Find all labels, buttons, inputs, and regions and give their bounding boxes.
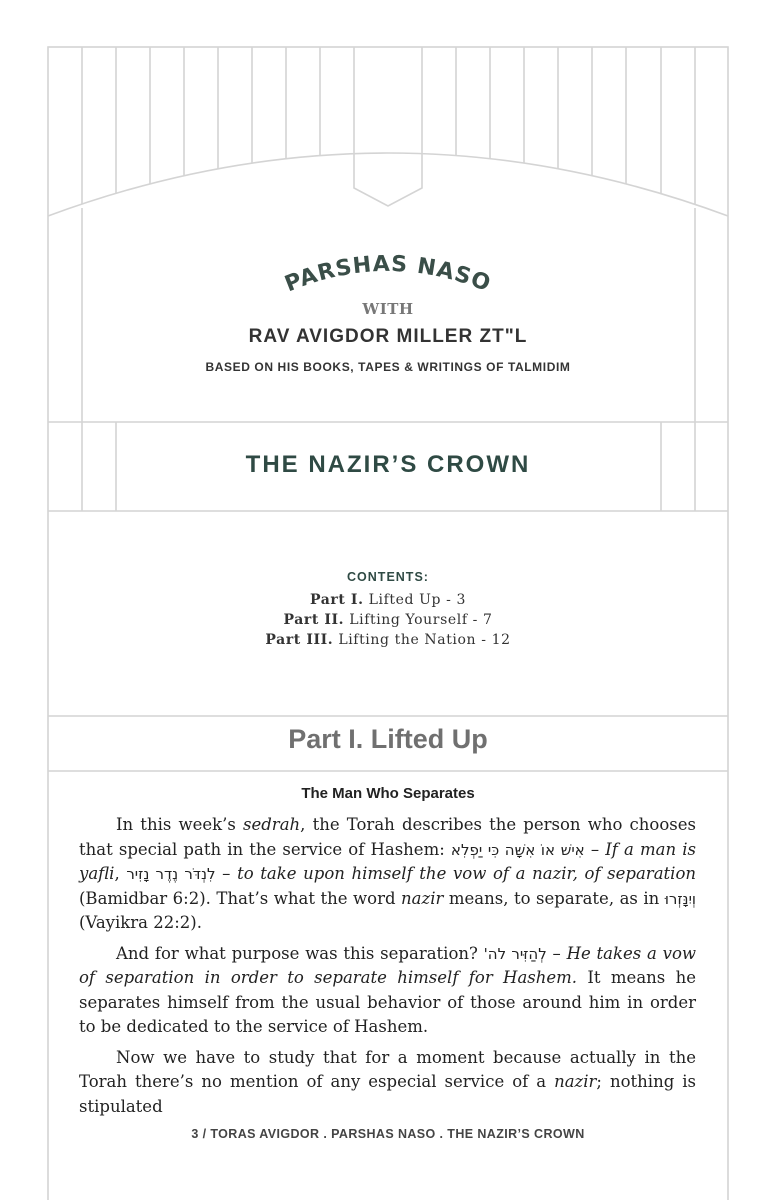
based-on-subtitle: BASED ON HIS BOOKS, TAPES & WRITINGS OF TALMIDIM [205, 360, 571, 374]
part-heading: Part I. Lifted Up [288, 724, 488, 754]
toc-part: Part III. [265, 632, 334, 648]
paragraph: Now we have to study that for a moment because actually in the Torah there’s no mention of any especial service of a nazir; nothing is stipulated [79, 1047, 697, 1116]
page-footer: 3 / TORAS AVIGDOR . PARSHAS NASO . THE NAZIR’S CROWN [191, 1127, 585, 1141]
contents-label: CONTENTS: [347, 570, 429, 584]
essay-title: THE NAZIR’S CROWN [245, 451, 531, 478]
toc-part: Part I. [309, 592, 364, 608]
toc-item [0, 632, 776, 648]
parshas-title-text: PARSHAS NASO [281, 251, 495, 298]
svg-text:PARSHAS NASO [281, 252, 494, 297]
with-label: WITH [362, 300, 414, 318]
toc-item [0, 612, 776, 628]
paragraph: And for what purpose was this separation? לְהַזִּיר לה' – He takes a vow of separation in order to separate himself for Hashem. It means he separates himself from the usual behavior of those around him in order to be dedicated to the service of Hashem. [79, 943, 696, 1036]
body-text [79, 813, 696, 1125]
toc-item [0, 592, 776, 608]
toc-title: Lifting the Nation - 12 [338, 632, 511, 648]
toc-title: Lifted Up - 3 [368, 592, 466, 608]
header-stripes [82, 47, 695, 204]
toc-title: Lifting Yourself - 7 [349, 612, 493, 628]
toc-part: Part II. [283, 612, 345, 628]
rav-name: RAV AVIGDOR MILLER ZT"L [248, 326, 528, 347]
paragraph: In this week’s sedrah, the Torah describes the person who chooses that special path in the service of Hashem: אִישׁ אוֹ אִשָּׁה כִּי יַפְלִא – If a man is yafli, לִנְדֹּר נֶדֶר נָזִיר – to take upon himself the vow of a nazir, of separation (Bamidbar 6:2). That’s what the word nazir means, to separate, as in וְיִנָּזְרוּ (Vayikra 22:2). [79, 815, 697, 932]
section-subheading: The Man Who Separates [301, 785, 475, 802]
